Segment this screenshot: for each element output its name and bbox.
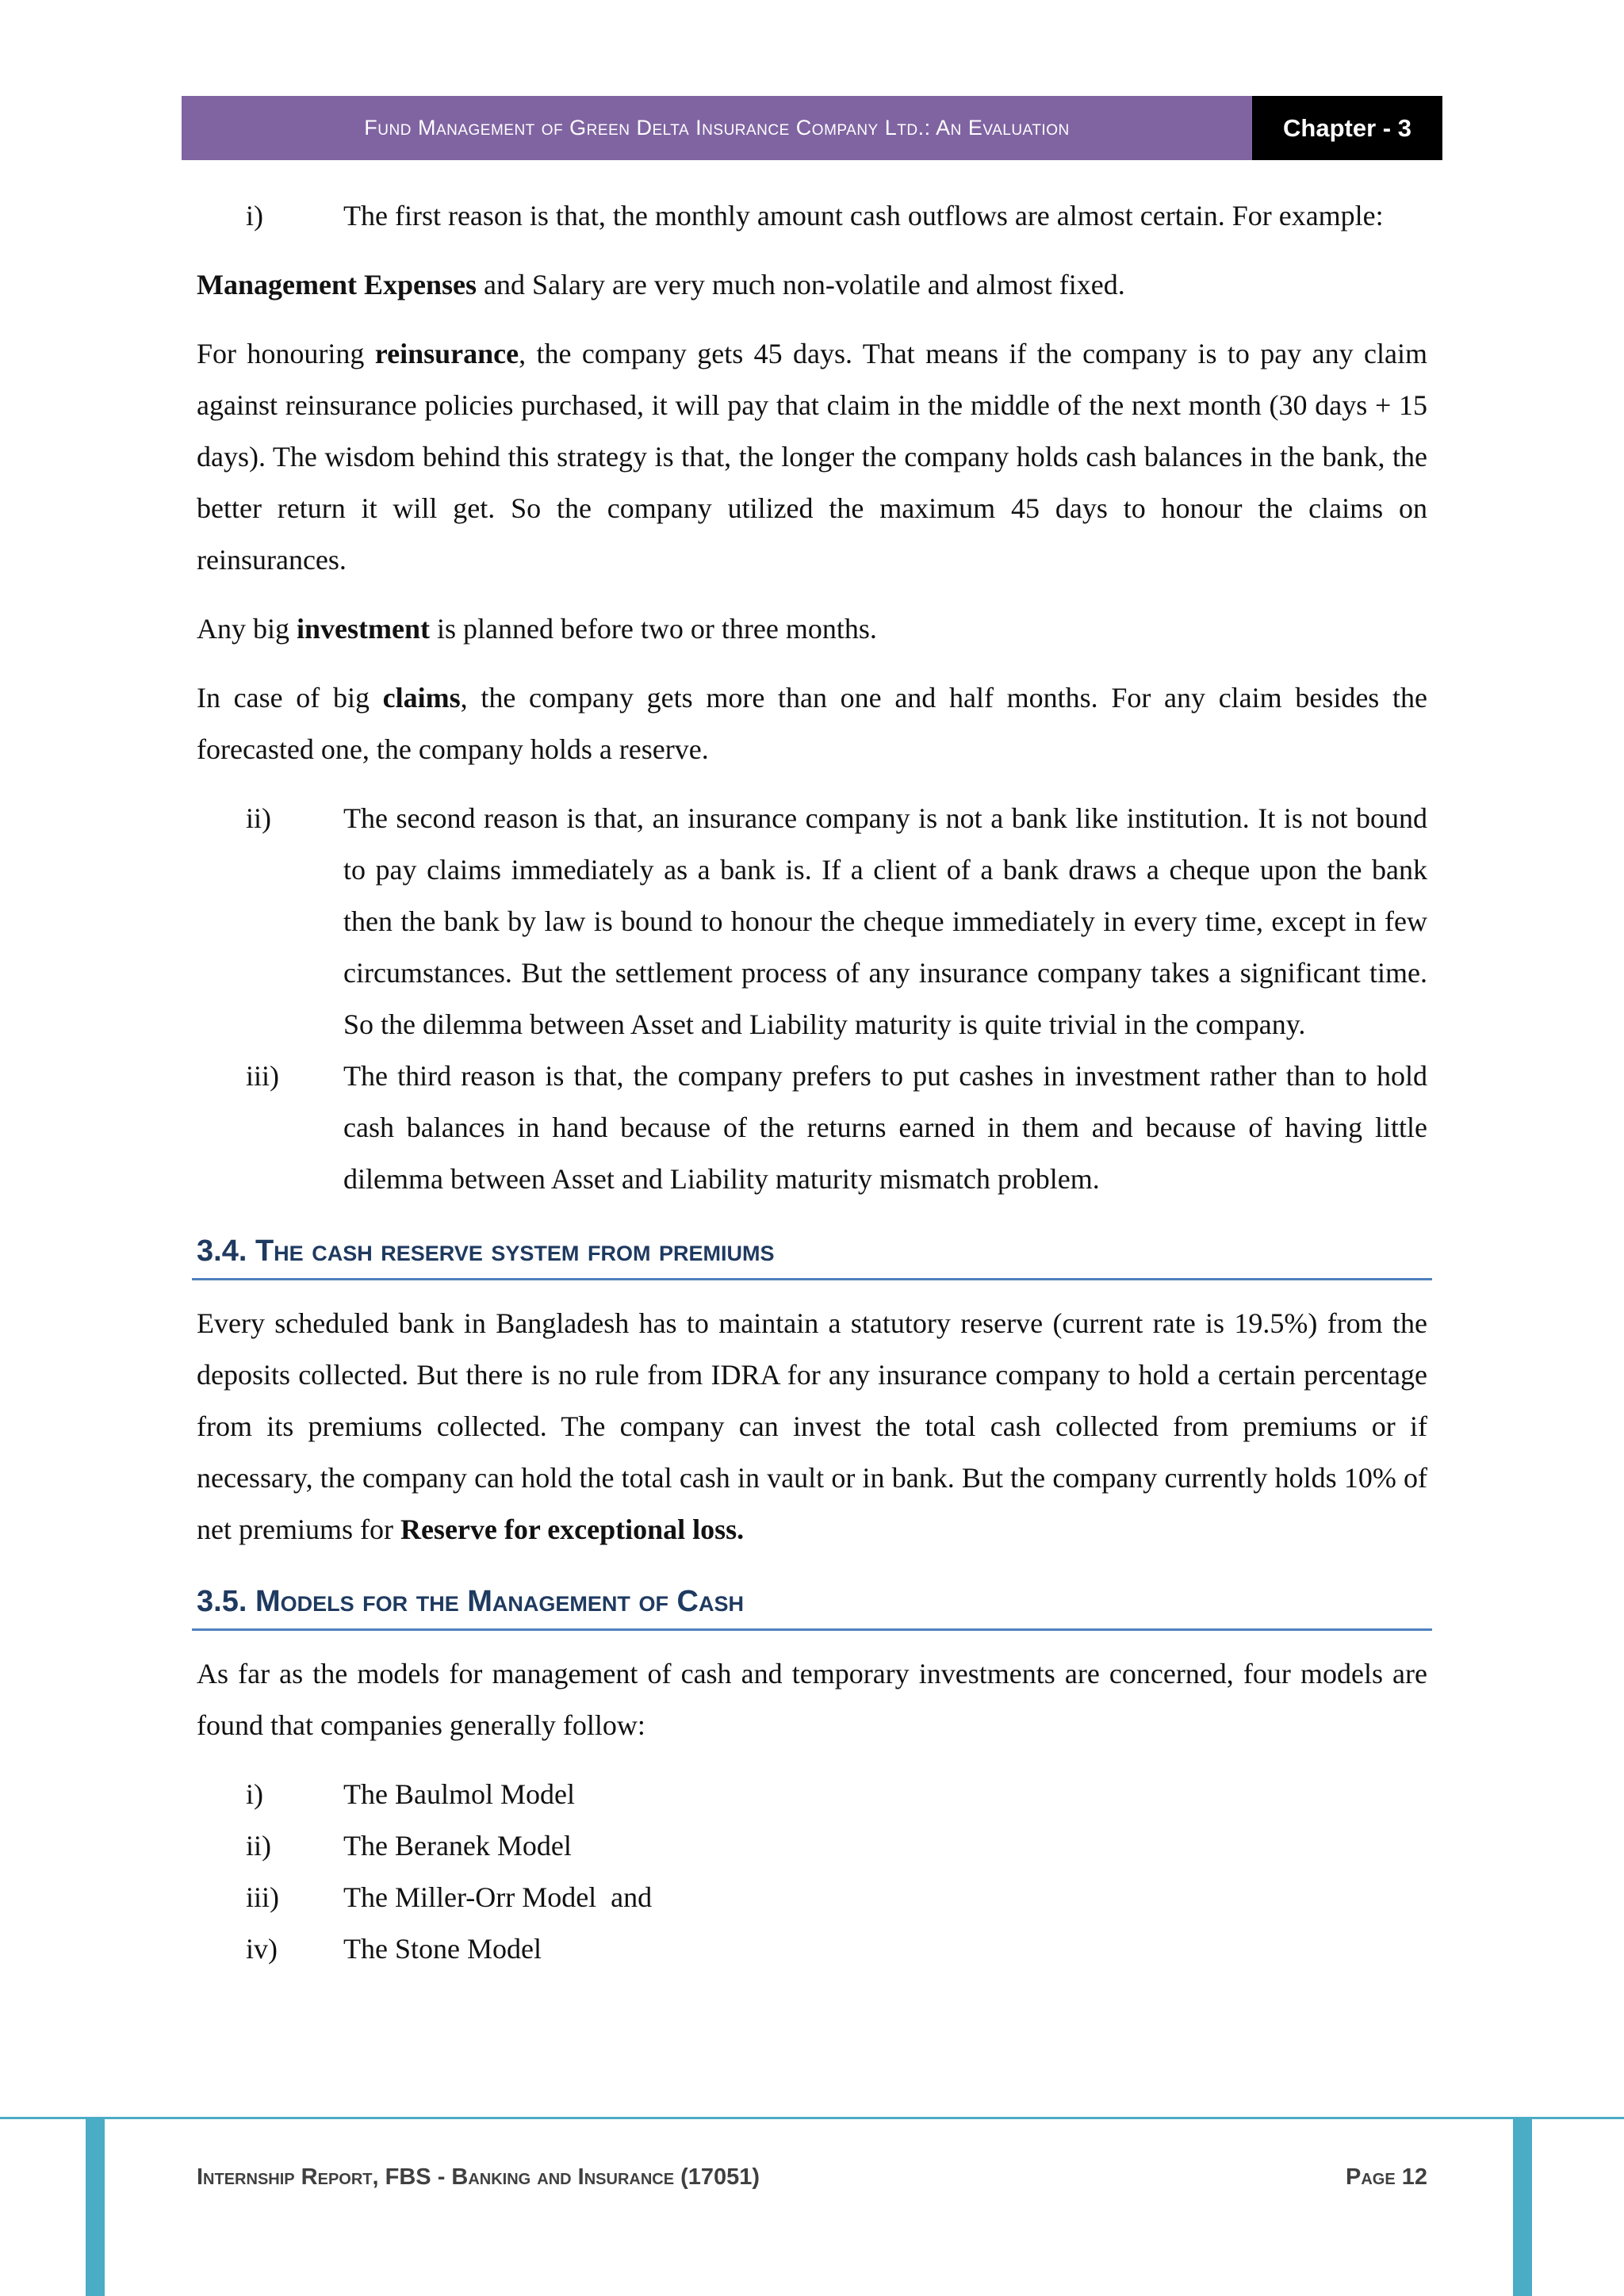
paragraph-text: Any big: [197, 613, 297, 645]
list-text: The Baulmol Model: [343, 1778, 575, 1810]
list-item: [197, 1769, 1427, 1820]
paragraph-text: Every scheduled bank in Bangladesh has to maintain a statutory reserve (current rate is 19.5%) from the deposits collected. But there is no rule from IDRA for any insurance company to hold a certain percentage from its premiums collected. The company can invest the total cash collected from premiums or if necessary, the company can hold the total cash in vault or in bank. But the company currently holds 10% of net premiums for: [197, 1307, 1427, 1545]
list-text: The second reason is that, an insurance company is not a bank like institution. It is not bound to pay claims immediately as a bank is. If a client of a bank draws a cheque upon the bank then the bank by law is bound to honour the cheque immediately in every time, except in few circumstances. But the settlement process of any insurance company takes a significant time. So the dilemma between Asset and Liability maturity is quite trivial in the company.: [343, 802, 1427, 1040]
page-content: [197, 190, 1427, 1975]
page-number: Page 12: [1346, 2164, 1427, 2190]
list-item: [197, 190, 1427, 242]
paragraph-text: For honouring: [197, 338, 375, 369]
bold-term: investment: [297, 613, 430, 645]
section-heading-3-4: 3.4. The cash reserve system from premiums: [192, 1229, 1432, 1280]
paragraph-reinsurance: [197, 328, 1427, 586]
list-number: iv): [246, 1933, 278, 1965]
list-number: ii): [246, 802, 271, 834]
list-number: i): [246, 200, 263, 232]
list-item: [197, 793, 1427, 1050]
list-text: The first reason is that, the monthly amount cash outflows are almost certain. For example:: [343, 200, 1384, 232]
paragraph-text: is planned before two or three months.: [429, 613, 877, 645]
list-item: [197, 1050, 1427, 1205]
bold-term: reinsurance: [374, 338, 519, 369]
footer-bar-right: [1513, 2119, 1532, 2296]
page-header: [182, 96, 1442, 160]
footer-divider: [0, 2117, 1624, 2119]
list-number: iii): [246, 1060, 279, 1092]
section-heading-3-5: 3.5. Models for the Management of Cash: [192, 1579, 1432, 1631]
list-text: The Stone Model: [343, 1933, 542, 1965]
paragraph-claims: [197, 672, 1427, 775]
paragraph-investment: [197, 603, 1427, 655]
list-item: [197, 1923, 1427, 1975]
paragraph-text: In case of big: [197, 682, 383, 714]
list-text: The third reason is that, the company prefers to put cashes in investment rather than to hold cash balances in hand because of the returns earned in them and because of having little dilemma between Asset and Liability maturity mismatch problem.: [343, 1060, 1427, 1195]
list-number: ii): [246, 1830, 271, 1862]
list-number: i): [246, 1778, 263, 1810]
list-item: [197, 1872, 1427, 1923]
list-item: [197, 1820, 1427, 1872]
bold-term: Reserve for exceptional loss.: [400, 1513, 745, 1545]
header-title: Fund Management of Green Delta Insurance Company Ltd.: An Evaluation: [182, 96, 1252, 160]
footer-report-title: Internship Report, FBS - Banking and Insurance (17051): [197, 2164, 760, 2190]
paragraph-management-expenses: [197, 259, 1427, 311]
paragraph-text: and Salary are very much non-volatile and almost fixed.: [477, 269, 1125, 300]
paragraph-cash-reserve: [197, 1298, 1427, 1556]
paragraph-text: , the company gets 45 days. That means if the company is to pay any claim against reinsurance policies purchased, it will pay that claim in the middle of the next month (30 days + 15 days). The wisdom behind this strategy is that, the longer the company holds cash balances in the bank, the better return it will get. So the company utilized the maximum 45 days to honour the claims on reinsurances.: [197, 338, 1427, 576]
bold-term: Management Expenses: [197, 269, 477, 300]
paragraph-text: , the company gets more than one and half months. For any claim besides the forecasted one, the company holds a reserve.: [197, 682, 1427, 765]
chapter-label: Chapter - 3: [1252, 96, 1442, 160]
paragraph-models-intro: As far as the models for management of cash and temporary investments are concerned, four models are found that companies generally follow:: [197, 1658, 1427, 1741]
bold-term: claims: [382, 682, 461, 714]
list-text: The Miller-Orr Model and: [343, 1881, 653, 1913]
footer-bar-left: [86, 2119, 105, 2296]
list-text: The Beranek Model: [343, 1830, 572, 1862]
list-number: iii): [246, 1881, 279, 1913]
